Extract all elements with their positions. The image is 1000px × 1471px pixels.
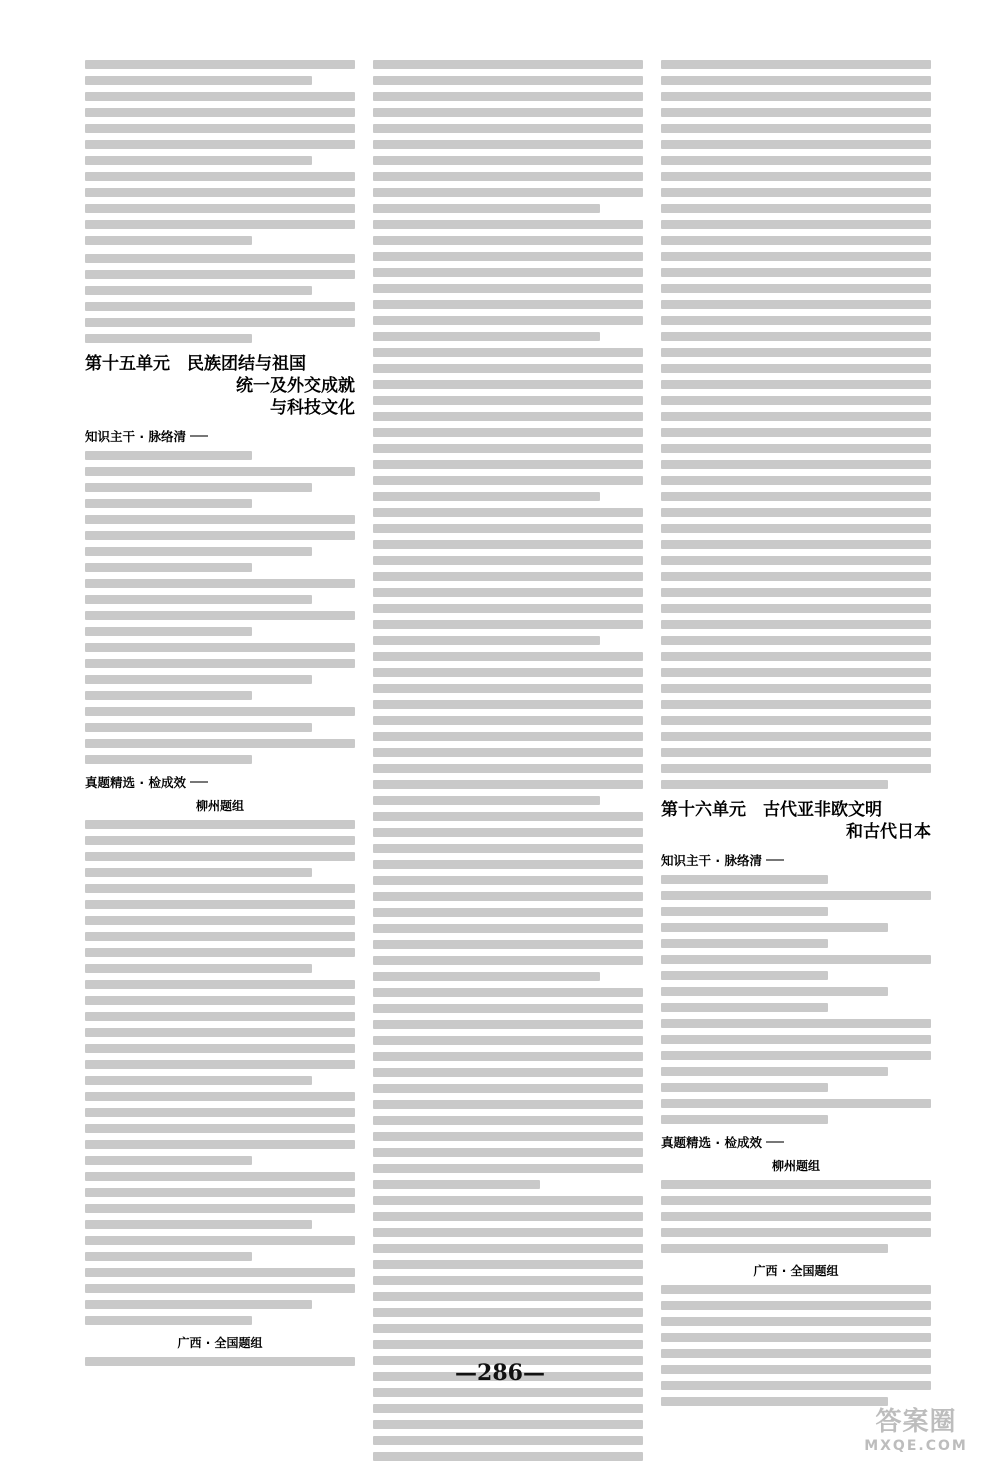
column-right — [661, 60, 931, 1350]
column-left — [85, 60, 355, 1350]
guangxi-subheading: 广西 · 全国题组 — [177, 1336, 263, 1350]
text-block — [661, 1285, 931, 1406]
page-number: —286— — [455, 1360, 545, 1386]
practice-section-heading: 真题精选 · 检成效 — [85, 773, 355, 791]
text-block — [85, 254, 355, 343]
unit-15-heading: 第十五单元 民族团结与祖国 统一及外交成就 与科技文化 — [85, 354, 355, 418]
text-block — [85, 60, 355, 245]
practice-section-heading: 真题精选 · 检成效 — [661, 1133, 931, 1151]
unit-16-heading: 第十六单元 古代亚非欧文明 和古代日本 — [661, 800, 931, 842]
text-block — [373, 60, 643, 1461]
liuzhou-subheading: 柳州题组 — [195, 799, 244, 813]
text-block — [85, 451, 355, 764]
text-block — [85, 820, 355, 1325]
text-block — [661, 875, 931, 1124]
text-block — [661, 1180, 931, 1253]
watermark-logo: 答案圈 MXQE.COM — [864, 1407, 968, 1454]
column-middle — [373, 60, 643, 1350]
text-block — [661, 60, 931, 789]
guangxi-subheading: 广西 · 全国题组 — [753, 1264, 839, 1278]
answer-key-page — [85, 60, 930, 1350]
liuzhou-subheading: 柳州题组 — [771, 1159, 820, 1173]
knowledge-section-heading: 知识主干 · 脉络清 — [661, 851, 931, 869]
knowledge-section-heading: 知识主干 · 脉络清 — [85, 427, 355, 445]
